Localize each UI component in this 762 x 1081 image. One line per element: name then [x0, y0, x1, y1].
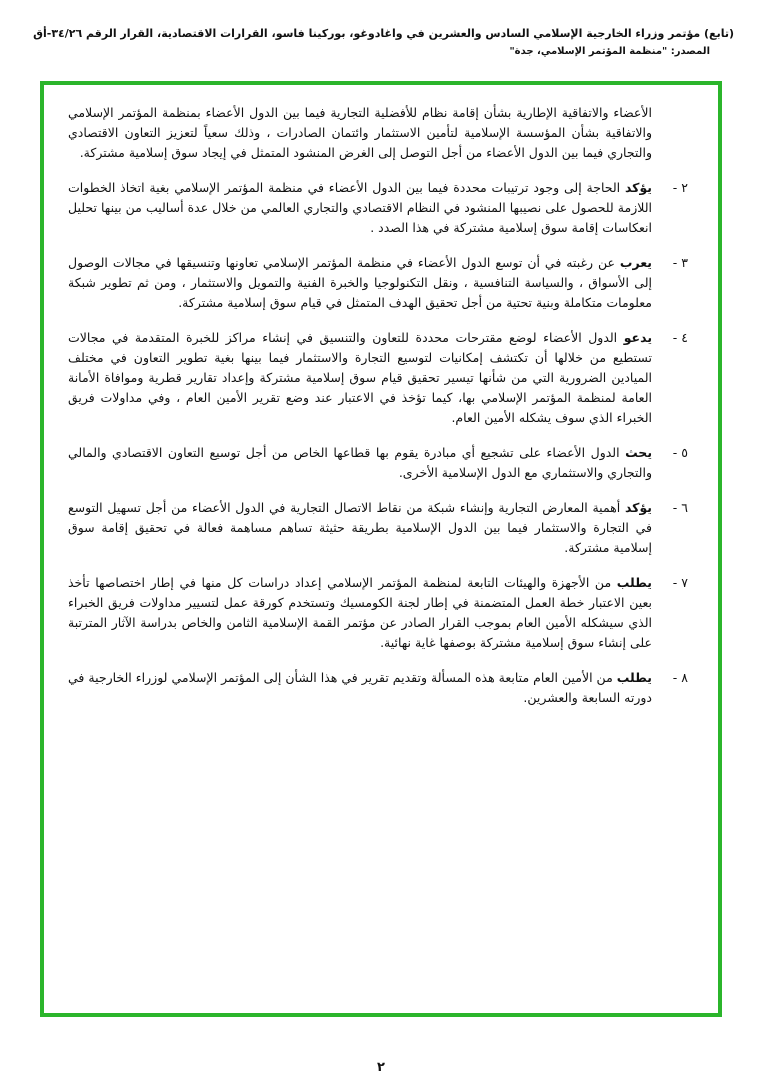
item-text [68, 328, 652, 428]
item-text [68, 443, 652, 483]
header-source-line [28, 46, 734, 57]
item-lead: يعرب [619, 255, 652, 271]
item-number: ٨ - [672, 670, 688, 686]
resolution-item-6 [68, 498, 688, 558]
item-text [68, 573, 652, 653]
item-text [68, 498, 652, 558]
header-title: (تابع) مؤتمر وزراء الخارجية الإسلامي السادس والعشرين في واغادوغو، بوركينا فاسو، القرارات الاقتصادية، القرار الرقم ٣٤/٢٦-أق [33, 27, 734, 40]
resolution-item-4 [68, 328, 688, 428]
resolution-item-2 [68, 178, 688, 238]
item-number: ٧ - [672, 575, 688, 591]
resolution-item-5 [68, 443, 688, 483]
intro-paragraph: الأعضاء والاتفاقية الإطارية بشأن إقامة نظام للأفضلية التجارية فيما بين الدول الأعضاء بمنظمة المؤتمر الإسلامي والاتفاقية بشأن المؤسسة الإسلامية لتأمين الاستثمار وائتمان الصادرات ، وذلك سعياً لتعزيز التعاون الاقتصادي والتجاري فيما بين الدول الأعضاء من أجل التوصل إلى الغرض المنشود المتمثل في إيجاد سوق إسلامية مشتركة. [68, 105, 652, 161]
resolution-item-7 [68, 573, 688, 653]
source-value: "منظمة المؤتمر الإسلامي، جدة" [509, 46, 668, 58]
page-header [0, 0, 762, 57]
page-number: ٢ [377, 1060, 385, 1075]
resolution-item-8 [68, 668, 688, 708]
item-lead: يدعو [623, 330, 653, 346]
item-body: الدول الأعضاء على تشجيع أي مبادرة يقوم بها قطاعها الخاص من أجل توسيع التعاون الاقتصادي والمالي والتجاري والاستثماري مع الدول الإسلامية الأخرى. [68, 445, 652, 481]
item-body: الحاجة إلى وجود ترتيبات محددة فيما بين الدول الأعضاء في منظمة المؤتمر الإسلامي بغية اتخاذ الخطوات اللازمة للحصول على نصيبها المنشود في النظام الاقتصادي والتجاري العالمي من خلال عدة أساليب من بينها تحليل انعكاسات إقامة سوق إسلامية مشتركة في هذا الصدد . [68, 180, 652, 236]
source-label: المصدر: [670, 46, 710, 58]
content-frame [40, 81, 722, 1017]
item-lead: يحث [625, 445, 653, 461]
item-number: ٤ - [672, 330, 688, 346]
item-body: عن رغبته في أن توسع الدول الأعضاء في منظمة المؤتمر الإسلامي تعاونها وتنسيقها في مجالات الوصول إلى الأسواق ، والسياسة التنافسية ، ونقل التكنولوجيا والخبرة الفنية والتمويل والاستثمار ، ومن ثم تطوير شبكة معلومات متكاملة وبنية تحتية من أجل تحقيق الهدف المتمثل في قيام سوق إسلامية مشتركة. [68, 255, 652, 311]
item-text [68, 668, 652, 708]
item-body: الدول الأعضاء لوضع مقترحات محددة للتعاون والتنسيق في إنشاء مراكز للخبرة المتقدمة في مجالات تستطيع من خلالها أن تكتشف إمكانيات لتوسيع التجارة والاستثمار فيما بينها بغية تطوير التعاون في مختلف الميادين الضرورية التي من شأنها تيسير تحقيق قيام سوق إسلامية مشتركة وإعداد تقارير قطرية وموافاة الأمانة العامة لمنظمة المؤتمر الإسلامي بها، كيما تؤخذ في الاعتبار عند وضع تقرير الأمين العام ، وفي مداولات فريق الخبراء الذي سوف يشكله الأمين العام. [68, 330, 652, 426]
item-number: ٢ - [672, 180, 688, 196]
item-lead: يؤكد [624, 500, 652, 516]
resolution-item-3 [68, 253, 688, 313]
item-number: ٥ - [672, 445, 688, 461]
item-number: ٣ - [672, 255, 688, 271]
item-text [68, 253, 652, 313]
item-number: ٦ - [672, 500, 688, 516]
item-body: من الأجهزة والهيئات التابعة لمنظمة المؤتمر الإسلامي إعداد دراسات كل منها في إطار اختصاصها تأخذ بعين الاعتبار خطة العمل المتضمنة في إطار لجنة الكومسيك وتستخدم كورقة عمل لتسيير مداولات فريق الخبراء الذي سيشكله الأمين العام بموجب القرار الصادر عن مؤتمر القمة الإسلامية الثامن والخاص بدراسة الآثار المترتبة على إنشاء سوق إسلامية مشتركة بوصفها غاية نهائية. [68, 575, 652, 651]
item-text [68, 178, 652, 238]
item-body: أهمية المعارض التجارية وإنشاء شبكة من نقاط الاتصال التجارية في الدول الأعضاء من أجل تسهيل التوسع في التجارة والاستثمار فيما بين الدول الإسلامية بطريقة حثيثة تساهم مساهمة فعالة في تحقيق إقامة سوق إسلامية مشتركة. [68, 500, 652, 556]
item-body: من الأمين العام متابعة هذه المسألة وتقديم تقرير في هذا الشأن إلى المؤتمر الإسلامي لوزراء الخارجية في دورته السابعة والعشرين. [68, 670, 652, 706]
item-lead: يطلب [616, 670, 652, 686]
item-lead: يطلب [616, 575, 652, 591]
item-lead: يؤكد [624, 180, 652, 196]
